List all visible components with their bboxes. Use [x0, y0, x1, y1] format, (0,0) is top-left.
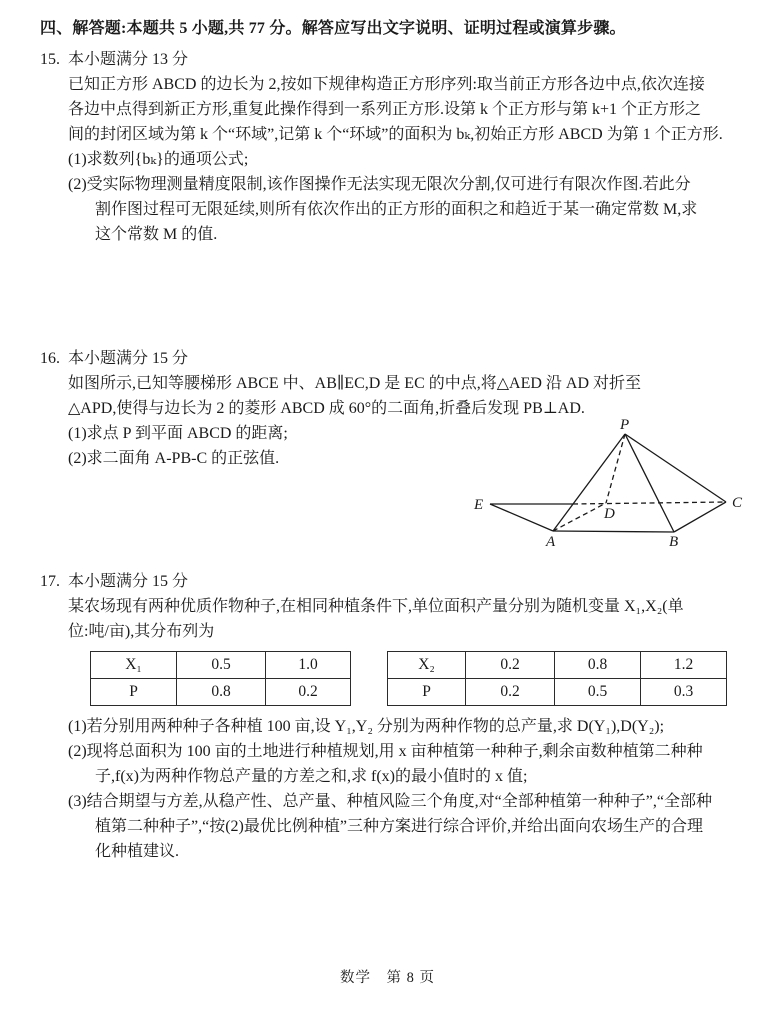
text-line: 位:吨/亩),其分布列为 — [68, 623, 215, 640]
table-cell: 0.5 — [177, 652, 266, 679]
question-part-2: (2)现将总面积为 100 亩的土地进行种植规划,用 x 亩种植第一种种子,剩余亩数种植第二种种 — [68, 743, 703, 760]
problem-15-number: 15. — [40, 51, 60, 68]
text-line: 这个常数 M 的值. — [95, 226, 218, 243]
vertex-label-P: P — [620, 417, 630, 433]
question-part-1: (1)求数列{bₖ}的通项公式; — [68, 151, 249, 168]
text-line: 子,f(x)为两种作物总产量的方差之和,求 f(x)的最小值时的 x 值; — [95, 768, 528, 785]
question-part-2: (2)求二面角 A-PB-C 的正弦值. — [68, 450, 280, 467]
problem-17-head — [40, 569, 745, 594]
problem-16-number: 16. — [40, 350, 60, 367]
text-line: 间的封闭区域为第 k 个“环域”,记第 k 个“环域”的面积为 bₖ,初始正方形 ABCD 为第 1 个正方形. — [68, 126, 723, 143]
text-line: 割作图过程可无限延续,则所有依次作出的正方形的面积之和趋近于某一确定常数 M,求 — [95, 201, 698, 218]
edge-EA — [490, 504, 553, 531]
table-cell: 0.2 — [466, 679, 555, 706]
vertex-label-C: C — [732, 495, 743, 511]
problem-15-head — [40, 47, 745, 72]
table-cell: 1.2 — [641, 652, 727, 679]
problem-17 — [40, 569, 745, 864]
problem-16-head — [40, 346, 745, 371]
vertex-label-E: E — [474, 497, 484, 513]
table-cell: P — [388, 679, 466, 706]
problem-15 — [40, 47, 745, 247]
edge-PD-hidden — [606, 434, 625, 503]
edge-PC — [625, 434, 726, 502]
edge-DC-hidden — [573, 502, 726, 504]
vertex-label-B: B — [669, 534, 679, 548]
table-cell: X₂ — [388, 652, 466, 679]
question-part-1: (1)求点 P 到平面 ABCD 的距离; — [68, 425, 288, 442]
table-cell: 0.8 — [177, 679, 266, 706]
problem-15-body — [68, 72, 745, 247]
text-line: 某农场现有两种优质作物种子,在相同种植条件下,单位面积产量分别为随机变量 X₁,X₂(单 — [68, 598, 684, 615]
table-cell: 0.8 — [555, 652, 641, 679]
table-row — [388, 679, 727, 706]
table-cell: X₁ — [91, 652, 177, 679]
problem-17-number: 17. — [40, 573, 60, 590]
table-cell: 1.0 — [266, 652, 351, 679]
table-cell: 0.2 — [266, 679, 351, 706]
edge-PB — [625, 434, 674, 532]
edge-AD-hidden — [553, 503, 606, 531]
question-part-3: (3)结合期望与方差,从稳产性、总产量、种植风险三个角度,对“全部种植第一种种子”,“全部种 — [68, 793, 712, 810]
distribution-table-X1 — [90, 651, 351, 706]
question-part-1: (1)若分别用两种种子各种植 100 亩,设 Y₁,Y₂ 分别为两种作物的总产量,求 D(Y₁),D(Y₂); — [68, 718, 665, 735]
table-row — [388, 652, 727, 679]
text-line: 各边中点得到新正方形,重复此操作得到一系列正方形.设第 k 个正方形与第 k+1 个正方形之 — [68, 101, 702, 118]
table-cell: 0.2 — [466, 652, 555, 679]
table-row — [91, 679, 351, 706]
vertex-label-A: A — [546, 534, 556, 548]
table-cell: P — [91, 679, 177, 706]
page-footer: 数学 第 8 页 — [340, 970, 435, 986]
text-line: 如图所示,已知等腰梯形 ABCE 中、AB∥EC,D 是 EC 的中点,将△AED 沿 AD 对折至 — [68, 375, 642, 392]
table-cell: 0.5 — [555, 679, 641, 706]
problem-17-body — [68, 594, 745, 864]
vertex-label-D: D — [604, 506, 615, 522]
section-header: 四、解答题:本题共 5 小题,共 77 分。解答应写出文字说明、证明过程或演算步骤。 — [40, 20, 626, 37]
edge-BC — [674, 502, 726, 532]
distribution-tables — [90, 651, 745, 706]
edge-AB — [553, 531, 674, 532]
table-cell: 0.3 — [641, 679, 727, 706]
text-line: 已知正方形 ABCD 的边长为 2,按如下规律构造正方形序列:取当前正方形各边中点,依次连接 — [68, 76, 705, 93]
problem-16-title: 本小题满分 15 分 — [68, 350, 189, 367]
text-line: 植第二种种子”,“按(2)最优比例种植”三种方案进行综合评价,并给出面向农场生产的合理 — [95, 818, 703, 835]
table-row — [91, 652, 351, 679]
problem-17-title: 本小题满分 15 分 — [68, 573, 189, 590]
problem-15-title: 本小题满分 13 分 — [68, 51, 189, 68]
distribution-table-X2 — [387, 651, 727, 706]
text-line: 化种植建议. — [95, 843, 180, 860]
text-line: △APD,使得与边长为 2 的菱形 ABCD 成 60°的二面角,折叠后发现 PB⊥AD. — [68, 400, 585, 417]
question-part-2: (2)受实际物理测量精度限制,该作图操作无法实现无限次分割,仅可进行有限次作图.若此分 — [68, 176, 691, 193]
geometry-figure — [468, 416, 760, 548]
